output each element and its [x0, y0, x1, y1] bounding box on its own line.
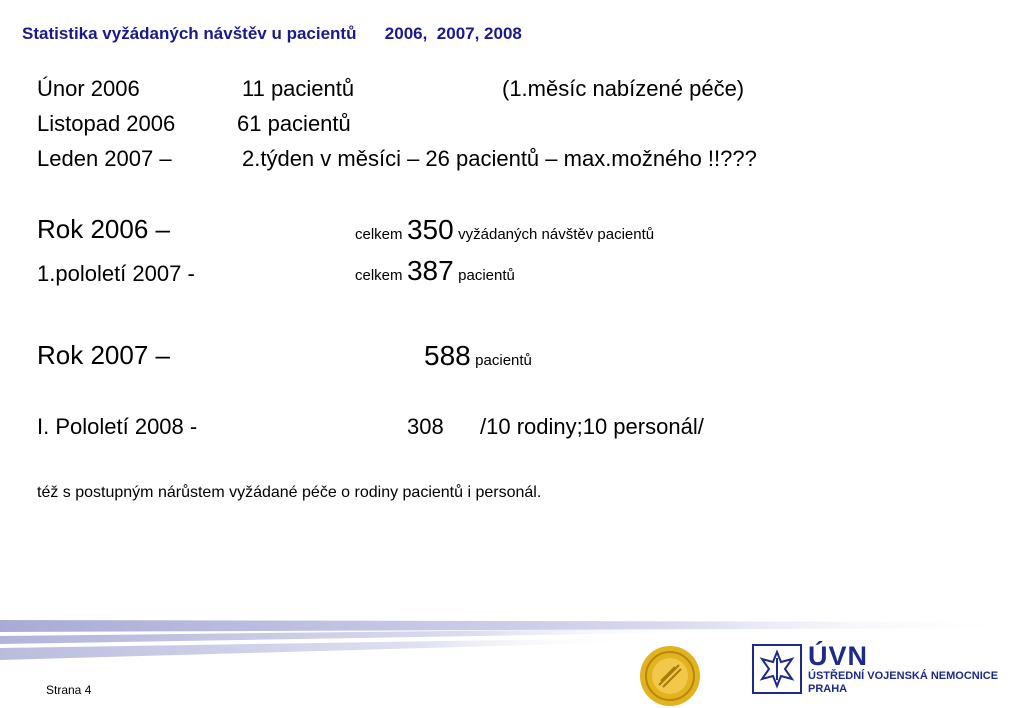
- row-rok-2007: [37, 340, 170, 371]
- logo-abbreviation: ÚVN: [808, 641, 869, 671]
- row-label: 1.pololetí 2007 -: [37, 261, 195, 286]
- total-suffix: pacientů: [475, 352, 532, 369]
- row-label: Rok 2007 –: [37, 340, 170, 370]
- row-note-growth: též s postupným nárůstem vyžádané péče o rodiny pacientů i personál.: [37, 484, 542, 501]
- page-number: Strana 4: [46, 683, 92, 697]
- row-label: I. Pololetí 2008 -: [37, 414, 198, 439]
- row-listopad-2006: [37, 111, 175, 137]
- row-label: Leden 2007 –: [37, 146, 172, 171]
- total-prefix: celkem: [355, 267, 403, 284]
- total-suffix: vyžádaných návštěv pacientů: [458, 226, 655, 243]
- row-label: Únor 2006: [37, 76, 140, 101]
- total-value: 387: [406, 255, 454, 286]
- total-value: 350: [406, 214, 454, 245]
- row-patients: 61 pacientů: [237, 111, 351, 136]
- logo-city: PRAHA: [808, 683, 848, 695]
- row-leden-2007: [37, 146, 172, 172]
- row-detail: 2.týden v měsíci – 26 pacientů – max.možného !!???: [242, 146, 757, 171]
- row-unor-2006: [37, 76, 140, 102]
- total-prefix: celkem: [355, 226, 403, 243]
- logo-name: ÚSTŘEDNÍ VOJENSKÁ NEMOCNICE: [808, 670, 999, 682]
- row-total: [355, 255, 515, 287]
- page-title: Statistika vyžádaných návštěv u pacientů 2006, 2007, 2008: [22, 24, 522, 43]
- hospital-logo-icon: [752, 644, 802, 694]
- row-pololeti-2007: [37, 261, 195, 287]
- row-label: Rok 2006 –: [37, 214, 170, 244]
- row-rok-2006: [37, 214, 170, 245]
- row-patients: 11 pacientů: [242, 76, 355, 101]
- accreditation-seal-icon: [639, 645, 701, 707]
- hospital-logo-text: [808, 642, 998, 696]
- row-detail: /10 rodiny;10 personál/: [480, 414, 704, 439]
- row-value: 308: [407, 414, 444, 439]
- total-suffix: pacientů: [458, 267, 515, 284]
- row-note: (1.měsíc nabízené péče): [502, 76, 745, 101]
- row-pololeti-2008: [37, 414, 197, 440]
- row-total: [355, 214, 654, 246]
- row-label: Listopad 2006: [37, 111, 176, 136]
- row-total: [424, 340, 532, 372]
- total-value: 588: [424, 340, 471, 371]
